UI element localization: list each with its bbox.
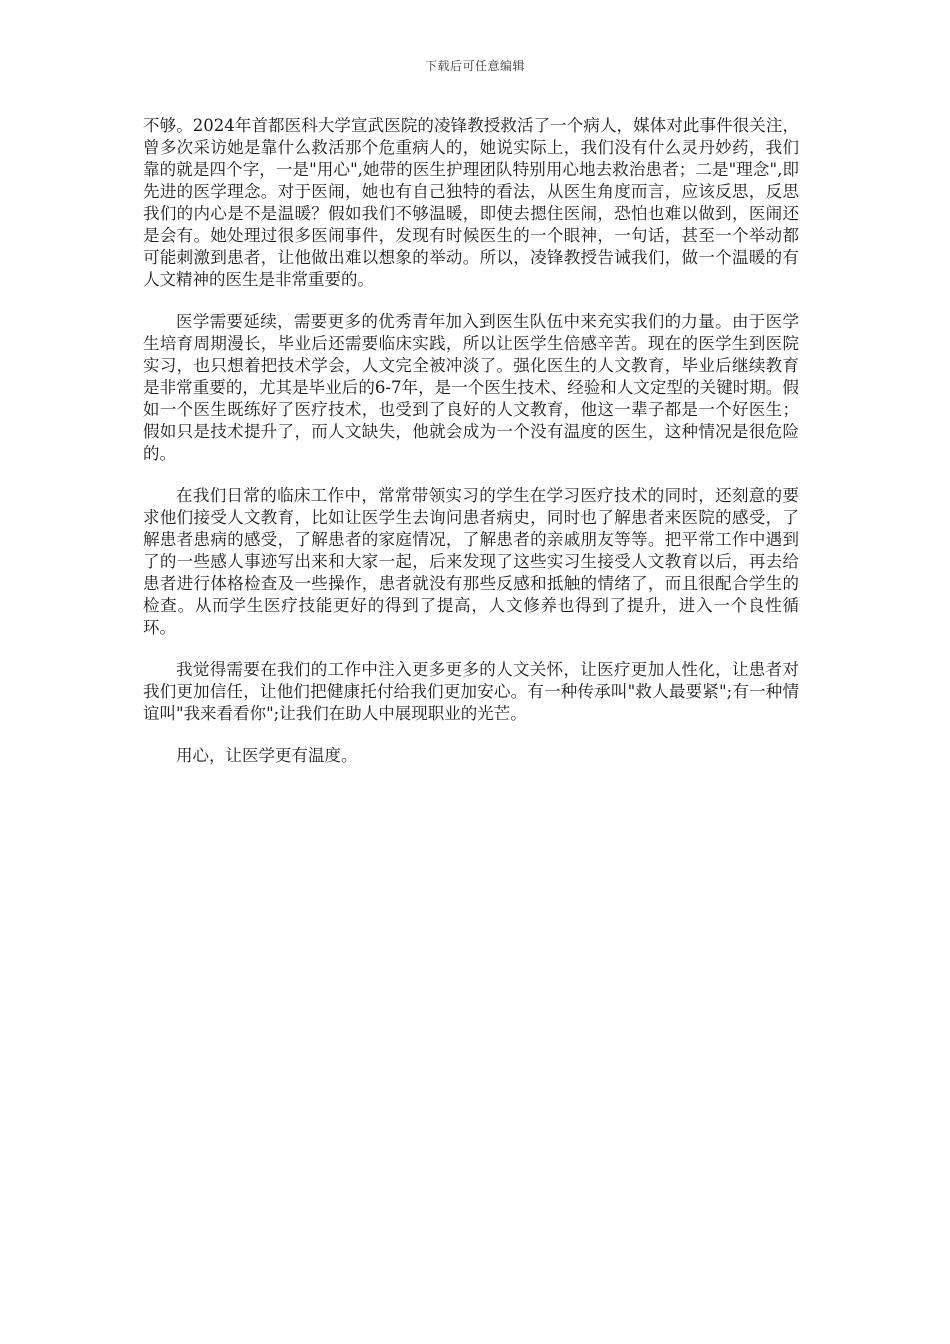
header-note: 下载后可任意编辑 (424, 59, 525, 73)
paragraph-2: 医学需要延续，需要更多的优秀青年加入到医生队伍中来充实我们的力量。由于医学生培育周期漫长，毕业后还需要临床实践，所以让医学生倍感辛苦。现在的医学生到医院实习，也只想着把技术学会，人文完全被冲淡了。强化医生的人文教育，毕业后继续教育是非常重要的，尤其是毕业后的6-7年，是一个医生技术、经验和人文定型的关键时期。假如一个医生既练好了医疗技术，也受到了良好的人文教育，他这一辈子都是一个好医生；假如只是技术提升了，而人文缺失，他就会成为一个没有温度的医生，这种情况是很危险的。 (143, 312, 799, 463)
paragraph-5: 用心，让医学更有温度。 (176, 746, 358, 765)
paragraph-1: 不够。2024年首都医科大学宣武医院的凌锋教授救活了一个病人，媒体对此事件很关注，曾多次采访她是靠什么救活那个危重病人的，她说实际上，我们没有什么灵丹妙药，我们靠的就是四个字，一是"用心",她带的医生护理团队特别用心地去救治患者；二是"理念",即先进的医学理念。对于医闹，她也有自己独特的看法，从医生角度而言，应该反思，反思我们的内心是不是温暖？假如我们不够温暖，即使去摁住医闹，恐怕也难以做到，医闹还是会有。她处理过很多医闹事件，发现有时候医生的一个眼神，一句话，甚至一个举动都可能刺激到患者，让他做出难以想象的举动。所以，凌锋教授告诫我们，做一个温暖的有人文精神的医生是非常重要的。 (143, 116, 799, 289)
document-body (143, 115, 799, 787)
paragraph-4: 我觉得需要在我们的工作中注入更多更多的人文关怀，让医疗更加人性化，让患者对我们更加信任，让他们把健康托付给我们更加安心。有一种传承叫"救人最要紧";有一种情谊叫"我来看看你";让我们在助人中展现职业的光芒。 (143, 660, 799, 723)
paragraph-3: 在我们日常的临床工作中，常常带领实习的学生在学习医疗技术的同时，还刻意的要求他们接受人文教育，比如让医学生去询问患者病史，同时也了解患者来医院的感受，了解患者患病的感受，了解患者的家庭情况，了解患者的亲戚朋友等等。把平常工作中遇到了的一些感人事迹写出来和大家一起，后来发现了这些实习生接受人文教育以后，再去给患者进行体格检查及一些操作，患者就没有那些反感和抵触的情绪了，而且很配合学生的检查。从而学生医疗技能更好的得到了提高，人文修养也得到了提升，进入一个良性循环。 (143, 486, 799, 637)
